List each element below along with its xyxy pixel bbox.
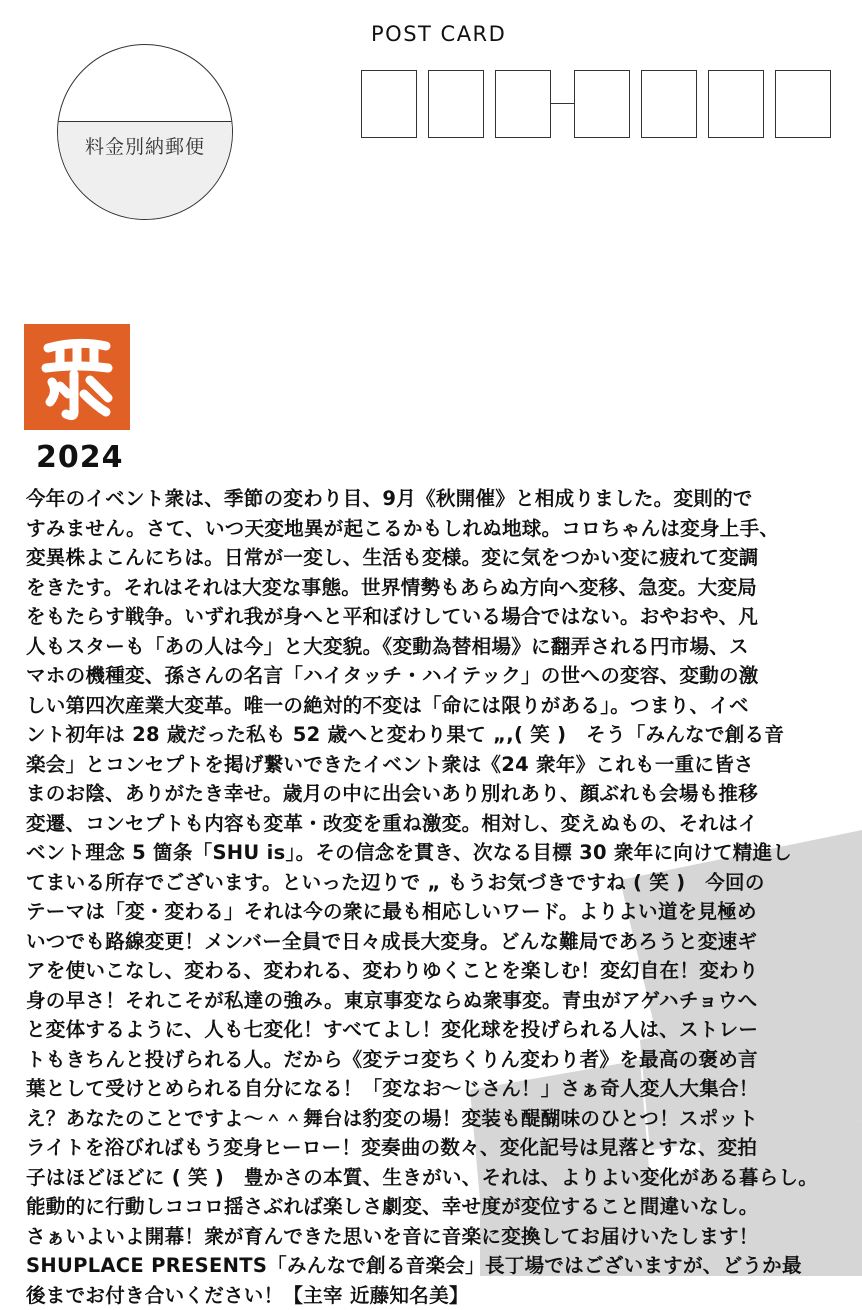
message-line: と変体するように、人も七変化！すべてよし！変化球を投げられる人は、ストレー [26, 1015, 838, 1045]
year-heading: 2024 [36, 440, 124, 475]
message-line: ベント理念 5 箇条「SHU is」。その信念を貫き、次なる目標 30 衆年に向けて精進し [26, 838, 838, 868]
message-line: てまいる所存でございます。といった辺りで „ もうお気づきですね ( 笑 ) 今回の [26, 868, 838, 898]
zip-box [428, 70, 484, 138]
zip-box [708, 70, 764, 138]
message-line: SHUPLACE PRESENTS「みんなで創る音楽会」長丁場ではございますが、どうか最 [26, 1251, 838, 1281]
message-line: え？あなたのことですよ〜＾＾舞台は豹変の場！変装も醍醐味のひとつ！スポット [26, 1104, 838, 1134]
message-line: いつでも路線変更！メンバー全員で日々成長大変身。どんな難局であろうと変速ギ [26, 927, 838, 957]
message-line: ント初年は 28 歳だった私も 52 歳へと変わり果て „,( 笑 ) そう「みんなで創る音 [26, 720, 838, 750]
message-line: 今年のイベント衆は、季節の変わり目、9月《秋開催》と相成りました。変則的で [26, 484, 838, 514]
message-line: 変異株よこんにちは。日常が一変し、生活も変様。変に気をつかい変に疲れて変調 [26, 543, 838, 573]
zip-box [775, 70, 831, 138]
message-line: さぁいよいよ開幕！衆が育んできた思いを音に音楽に変換してお届けいたします！ [26, 1222, 838, 1252]
message-line: をもたらす戦争。いずれ我が身へと平和ぼけしている場合ではない。おやおや、凡 [26, 602, 838, 632]
zip-box [641, 70, 697, 138]
message-line: 子はほどほどに ( 笑 ) 豊かさの本質、生きがい、それは、よりよい変化がある暮らし。 [26, 1163, 838, 1193]
message-line: しい第四次産業大変革。唯一の絶対的不変は「命には限りがある」。つまり、イベ [26, 691, 838, 721]
message-line: 楽会」とコンセプトを掲げ繋いできたイベント衆は《24 衆年》これも一重に皆さ [26, 750, 838, 780]
message-line: マホの機種変、孫さんの名言「ハイタッチ・ハイテック」の世への変容、変動の激 [26, 661, 838, 691]
message-line: ライトを浴びればもう変身ヒーロー！変奏曲の数々、変化記号は見落とすな、変拍 [26, 1133, 838, 1163]
message-body [26, 484, 838, 1310]
zip-box [495, 70, 551, 138]
zip-box [574, 70, 630, 138]
shu-logo-glyph [24, 324, 130, 430]
message-line: をきたす。それはそれは大変な事態。世界情勢もあらぬ方向へ変移、急変。大変局 [26, 573, 838, 603]
message-line: 人もスターも「あの人は今」と大変貌。《変動為替相場》に翻弄される円市場、ス [26, 632, 838, 662]
zip-box [361, 70, 417, 138]
message-line: 身の早さ！それこそが私達の強み。東京事変ならぬ衆事変。青虫がアゲハチョウへ [26, 986, 838, 1016]
message-line: 能動的に行動しココロ揺さぶれば楽しさ劇変、幸せ度が変位すること間違いなし。 [26, 1192, 838, 1222]
postage-paid-stamp [57, 44, 233, 220]
message-line: 変遷、コンセプトも内容も変革・改変を重ね激変。相対し、変えぬもの、それはイ [26, 809, 838, 839]
message-line: 葉として受けとめられる自分になる！「変なお〜じさん！」さぁ奇人変人大集合！ [26, 1074, 838, 1104]
message-line: テーマは「変・変わる」それは今の衆に最も相応しいワード。よりよい道を見極め [26, 897, 838, 927]
shu-logo [24, 324, 130, 430]
message-line: まのお陰、ありがたき幸せ。歳月の中に出会いあり別れあり、顔ぶれも会場も推移 [26, 779, 838, 809]
message-line: 後までお付き合いください！【主宰 近藤知名美】 [26, 1281, 838, 1310]
post-card-label: POST CARD [371, 22, 506, 46]
message-line: トもきちんと投げられる人。だから《変テコ変ちくりん変わり者》を最高の褒め言 [26, 1045, 838, 1075]
zip-separator [551, 103, 574, 104]
message-line: すみません。さて、いつ天変地異が起こるかもしれぬ地球。コロちゃんは変身上手、 [26, 514, 838, 544]
message-line: アを使いこなし、変わる、変われる、変わりゆくことを楽しむ！変幻自在！変わり [26, 956, 838, 986]
stamp-text: 料金別納郵便 [58, 132, 232, 159]
